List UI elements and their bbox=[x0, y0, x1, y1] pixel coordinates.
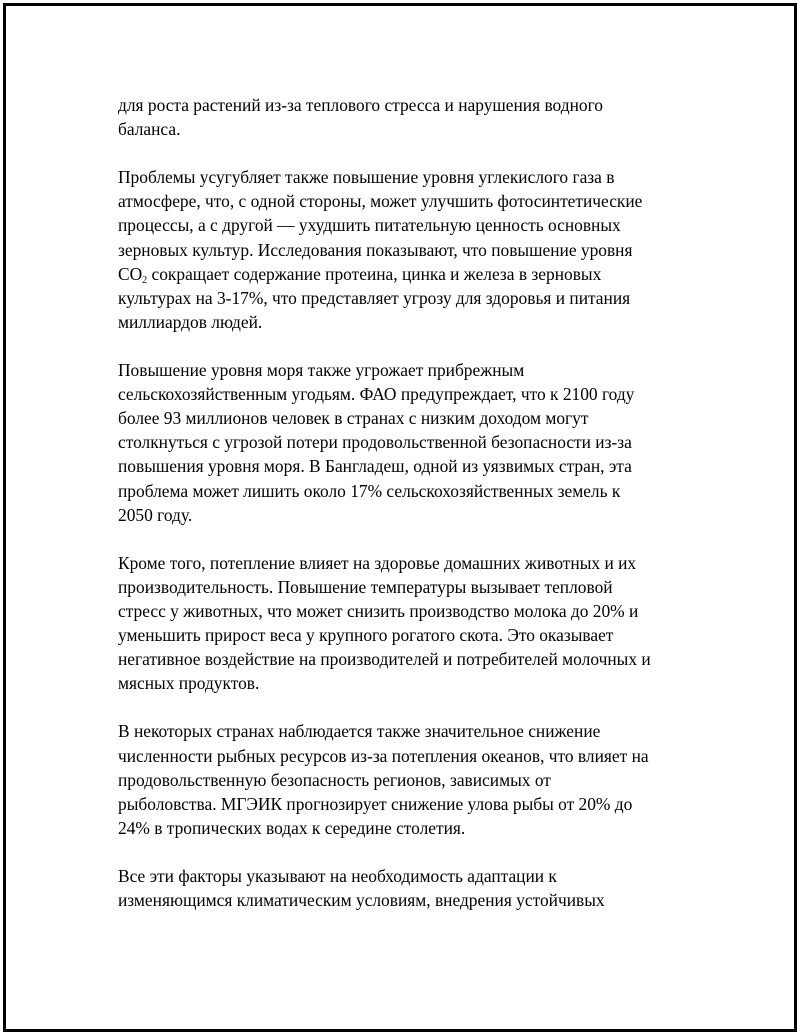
text-run: Проблемы усугубляет также повышение уровня углекислого газа в bbox=[118, 167, 615, 188]
paragraph bbox=[118, 93, 698, 141]
text-run: мясных продуктов. bbox=[118, 673, 260, 694]
text-line bbox=[118, 719, 698, 743]
text-line bbox=[118, 599, 698, 623]
text-line bbox=[118, 816, 698, 840]
text-run: Все эти факторы указывают на необходимость адаптации к bbox=[118, 866, 557, 886]
text-run: уменьшить прирост веса у крупного рогатого скота. Это оказывает bbox=[118, 625, 614, 646]
text-line bbox=[118, 286, 698, 310]
text-line bbox=[118, 189, 698, 213]
text-run: культурах на 3-17%, что представляет угрозу для здоровья и питания bbox=[118, 287, 631, 308]
text-line bbox=[118, 117, 698, 141]
text-line bbox=[118, 671, 698, 695]
text-line bbox=[118, 358, 698, 382]
text-line bbox=[118, 454, 698, 478]
paragraph bbox=[118, 551, 698, 696]
text-line bbox=[118, 93, 698, 117]
text-line bbox=[118, 165, 698, 189]
paragraph bbox=[118, 719, 698, 839]
text-run: Кроме того, потепление влияет на здоровье домашних животных и их bbox=[118, 552, 637, 573]
text-run: продовольственную безопасность регионов, зависимых от bbox=[118, 769, 551, 790]
text-run: негативное воздействие на производителей и потребителей молочных и bbox=[118, 649, 651, 670]
text-run: атмосфере, что, с одной стороны, может улучшить фотосинтетические bbox=[118, 191, 643, 212]
text-run: Повышение уровня моря также угрожает прибрежным bbox=[118, 360, 525, 381]
text-line bbox=[118, 430, 698, 454]
text-line bbox=[118, 382, 698, 406]
text-line bbox=[118, 864, 698, 888]
text-run: CO bbox=[118, 263, 143, 284]
text-line bbox=[118, 792, 698, 816]
text-run: более 93 миллионов человек в странах с низким доходом могут bbox=[118, 408, 589, 429]
paragraph bbox=[118, 165, 698, 334]
text-line bbox=[118, 744, 698, 768]
text-run: зерновых культур. Исследования показывают, что повышение уровня bbox=[118, 239, 633, 260]
text-run: В некоторых странах наблюдается также значительное снижение bbox=[118, 721, 601, 742]
text-line bbox=[118, 310, 698, 334]
text-run: для роста растений из-за теплового стресса и нарушения водного bbox=[118, 95, 603, 115]
text-run: сокращает содержание протеина, цинка и железа в зерновых bbox=[147, 263, 602, 284]
text-run: миллиардов людей. bbox=[118, 311, 263, 332]
text-run: 2050 году. bbox=[118, 504, 193, 525]
document-body bbox=[118, 93, 698, 936]
text-line bbox=[118, 479, 698, 503]
text-line bbox=[118, 262, 698, 286]
text-run: повышения уровня моря. В Бангладеш, одной из уязвимых стран, эта bbox=[118, 456, 632, 477]
subscript-text: 2 bbox=[142, 274, 148, 286]
text-run: численности рыбных ресурсов из-за потепления океанов, что влияет на bbox=[118, 745, 649, 766]
text-line bbox=[118, 623, 698, 647]
text-line bbox=[118, 888, 698, 912]
text-run: рыболовства. МГЭИК прогнозирует снижение улова рыбы от 20% до bbox=[118, 793, 633, 814]
text-run: стресс у животных, что может снизить производство молока до 20% и bbox=[118, 600, 639, 621]
text-run: баланса. bbox=[118, 119, 181, 140]
text-run: изменяющимся климатическим условиям, внедрения устойчивых bbox=[118, 890, 605, 911]
paragraph bbox=[118, 864, 698, 912]
text-line bbox=[118, 575, 698, 599]
text-run: столкнуться с угрозой потери продовольственной безопасности из-за bbox=[118, 432, 632, 453]
text-run: сельскохозяйственным угодьям. ФАО предупреждает, что к 2100 году bbox=[118, 384, 635, 405]
text-line bbox=[118, 238, 698, 262]
text-run: 24% в тропических водах к середине столетия. bbox=[118, 817, 466, 838]
text-line bbox=[118, 551, 698, 575]
text-line bbox=[118, 647, 698, 671]
text-run: производительность. Повышение температуры вызывает тепловой bbox=[118, 576, 613, 597]
text-line bbox=[118, 406, 698, 430]
text-line bbox=[118, 503, 698, 527]
paragraph bbox=[118, 358, 698, 527]
text-line bbox=[118, 213, 698, 237]
text-run: проблема может лишить около 17% сельскохозяйственных земель к bbox=[118, 480, 621, 501]
text-line bbox=[118, 768, 698, 792]
text-run: процессы, а с другой — ухудшить питательную ценность основных bbox=[118, 215, 621, 236]
